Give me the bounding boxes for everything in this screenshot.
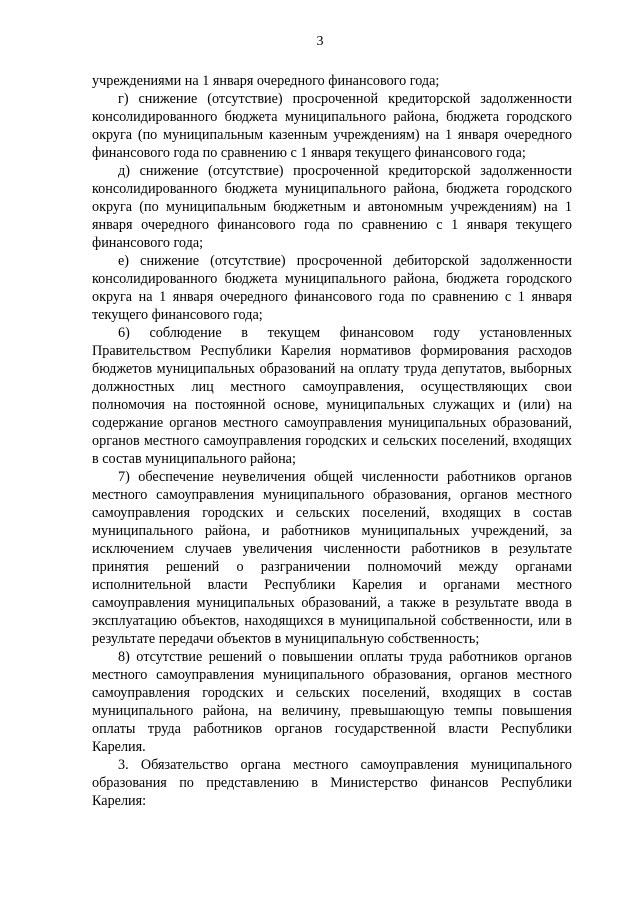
paragraph: е) снижение (отсутствие) просроченной дебиторской задолженности консолидированного бюджета муниципального района, бюджета городского округа на 1 января очередного финансового года по сравнению с 1 января текущего финансового года;	[92, 253, 572, 323]
document-body	[92, 72, 572, 810]
paragraph: г) снижение (отсутствие) просроченной кредиторской задолженности консолидированного бюджета муниципального района, бюджета городского округа (по муниципальным казенным учреждениям) на 1 января очередного финансового года по сравнению с 1 января текущего финансового года;	[92, 91, 572, 161]
paragraph: 7) обеспечение неувеличения общей численности работников органов местного самоуправления муниципального образования, органов местного самоуправления городских и сельских поселений, входящих в состав муниципального района, и работников муниципальных учреждений, за исключением случаев увеличения численности работников в результате принятия решений о разграничении полномочий между органами исполнительной власти Республики Карелия и органами местного самоуправления муниципальных образований, а также в результате ввода в эксплуатацию объектов, находящихся в муниципальной собственности, или в результате передачи объектов в муниципальную собственность;	[92, 469, 572, 647]
paragraph: 6) соблюдение в текущем финансовом году установленных Правительством Республики Карелия нормативов формирования расходов бюджетов муниципальных образований на оплату труда депутатов, выборных должностных лиц местного самоуправления, осуществляющих свои полномочия на постоянной основе, муниципальных служащих и (или) на содержание органов местного самоуправления муниципальных образований, органов местного самоуправления городских и сельских поселений, входящих в состав муниципального района;	[92, 325, 572, 467]
paragraph: д) снижение (отсутствие) просроченной кредиторской задолженности консолидированного бюджета муниципального района, бюджета городского округа (по муниципальным бюджетным и автономным учреждениям) на 1 января очередного финансового года по сравнению с 1 января текущего финансового года;	[92, 163, 572, 251]
paragraph: учреждениями на 1 января очередного финансового года;	[92, 73, 440, 89]
page-number: 3	[316, 34, 324, 49]
paragraph: 3. Обязательство органа местного самоуправления муниципального образования по представлению в Министерство финансов Республики Карелия:	[92, 757, 572, 809]
paragraph: 8) отсутствие решений о повышении оплаты труда работников органов местного самоуправления муниципального образования, органов местного самоуправления городских и сельских поселений, входящих в состав муниципального района, на величину, превышающую темпы повышения оплаты труда работников органов государственной власти Республики Карелия.	[92, 649, 572, 755]
